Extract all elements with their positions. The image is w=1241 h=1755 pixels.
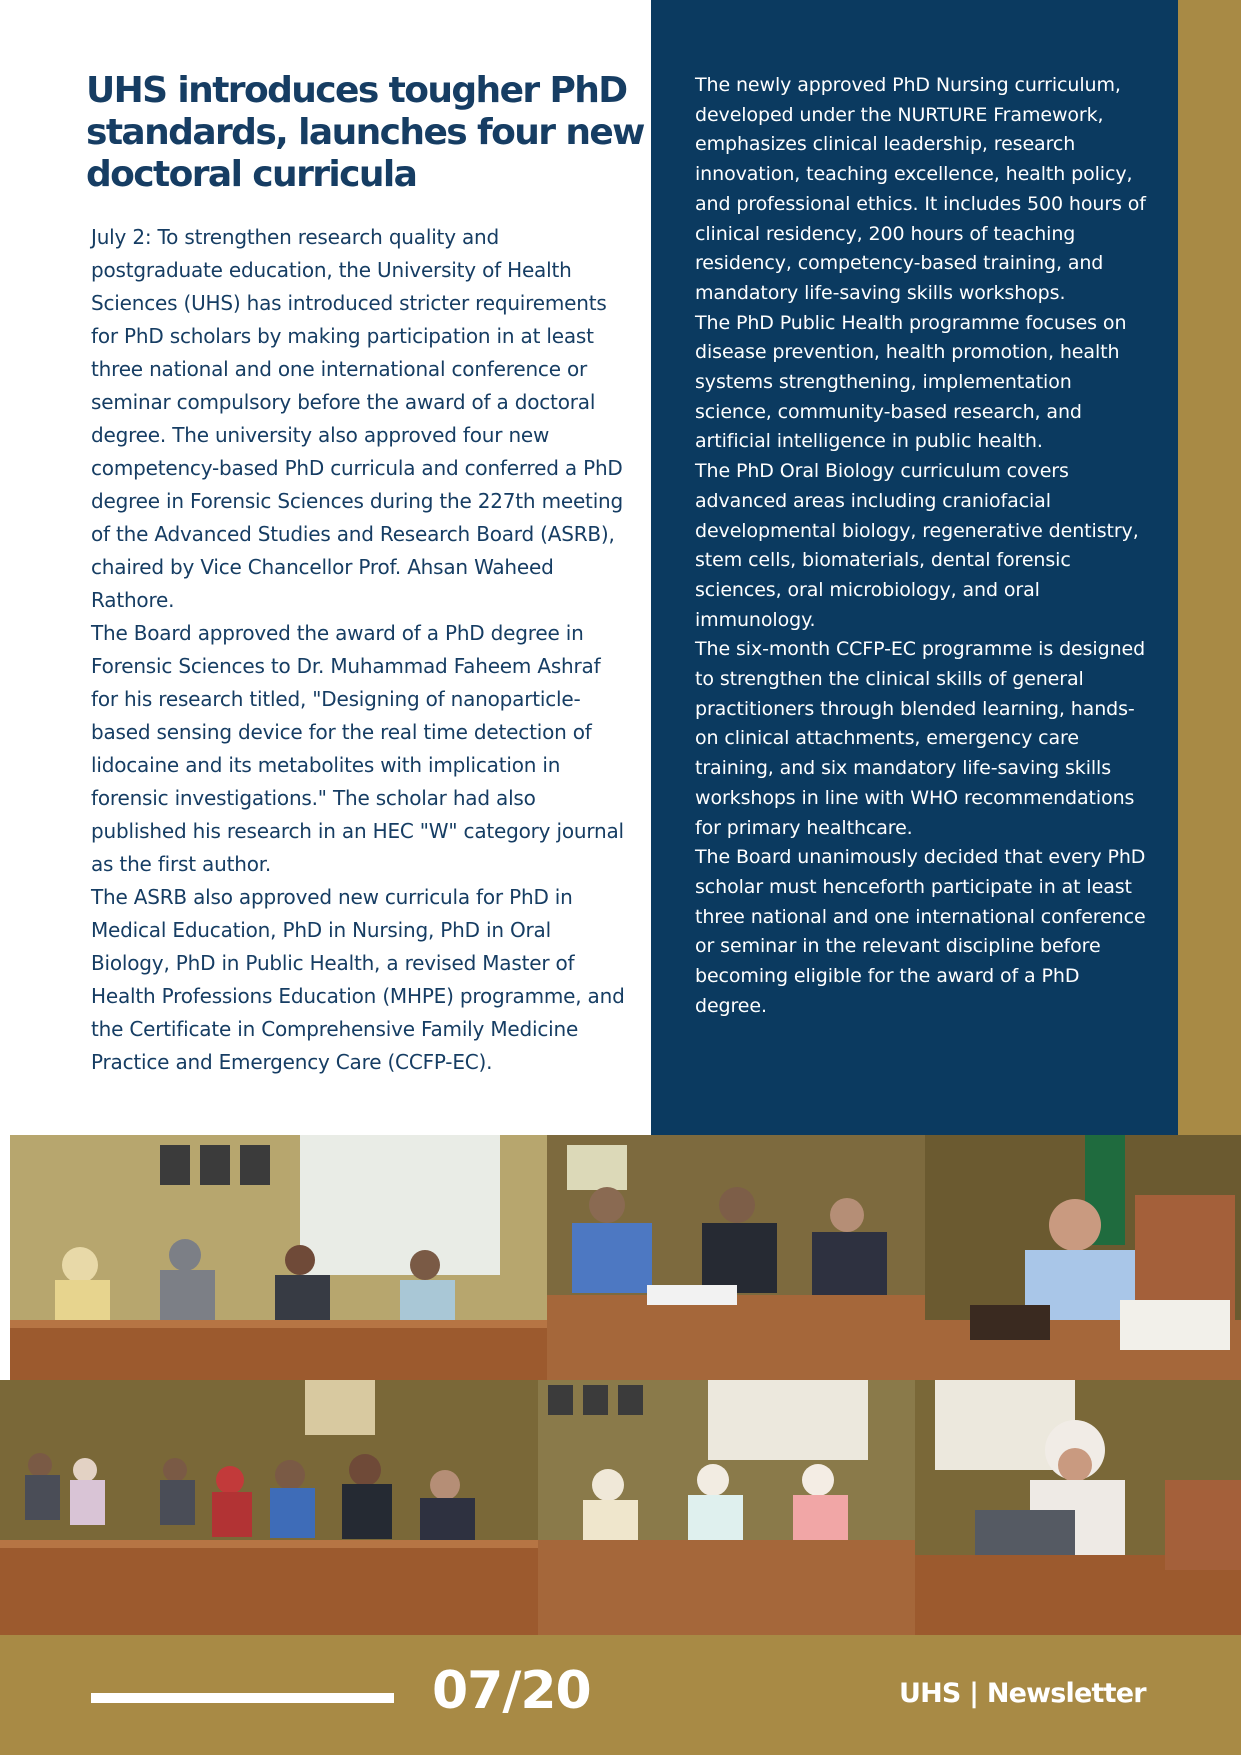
- paragraph-public-health: The PhD Public Health programme focuses on disease prevention, health promotion, health systems strengthening, implementation science, community-based research, and artificial intelligence in public health.: [695, 311, 1127, 453]
- meeting-photo-5: [538, 1380, 915, 1635]
- paragraph-oral-biology: The PhD Oral Biology curriculum covers advanced areas including craniofacial developmental biology, regenerative dentistry, stem cells, biomaterials, dental forensic sciences, oral microbiology, and oral immunology.: [695, 460, 1139, 631]
- page-footer: [0, 1635, 1241, 1755]
- footer-rule: [91, 1693, 394, 1703]
- article-headline: UHS introduces tougher PhD standards, launches four new doctoral curricula: [86, 70, 644, 195]
- meeting-photo-1: [10, 1135, 547, 1380]
- meeting-photo-6: [915, 1380, 1241, 1635]
- left-column-text: [91, 221, 631, 1079]
- paragraph-conference-requirement: The Board unanimously decided that every PhD scholar must henceforth participate in at least three national and one international conference or seminar in the relevant discipline before becoming eligible for the award of a PhD degree.: [695, 846, 1146, 1017]
- paragraph-intro: July 2: To strengthen research quality and postgraduate education, the University of Health Sciences (UHS) has introduced stricter requirements for PhD scholars by making participation in at least three national and one international conference or seminar compulsory before the award of a doctoral degree. The university also approved four new competency-based PhD curricula and conferred a PhD degree in Forensic Sciences during the 227th meeting of the Advanced Studies and Research Board (ASRB), chaired by Vice Chancellor Prof. Ahsan Waheed Rathore.: [91, 225, 624, 612]
- paragraph-new-curricula: The ASRB also approved new curricula for PhD in Medical Education, PhD in Nursing, PhD in Oral Biology, PhD in Public Health, a revised Master of Health Professions Education (MHPE) programme, and the Certificate in Comprehensive Family Medicine Practice and Emergency Care (CCFP-EC).: [91, 885, 625, 1074]
- meeting-photo-4: [0, 1380, 538, 1635]
- meeting-photo-2: [547, 1135, 925, 1380]
- right-column-text: [695, 71, 1150, 1022]
- paragraph-ccfp-ec: The six-month CCFP-EC programme is designed to strengthen the clinical skills of general practitioners through blended learning, hands-on clinical attachments, emergency care training, and six mandatory life-saving skills workshops in line with WHO recommendations for primary healthcare.: [695, 638, 1146, 839]
- newsletter-brand: UHS | Newsletter: [899, 1678, 1146, 1709]
- page-number: 07/20: [432, 1661, 591, 1721]
- gold-edge-strip: [1178, 0, 1241, 1135]
- paragraph-phd-award: The Board approved the award of a PhD degree in Forensic Sciences to Dr. Muhammad Faheem Ashraf for his research titled, "Designing of nanoparticle-based sensing device for the real time detection of lidocaine and its metabolites with implication in forensic investigations." The scholar had also published his research in an HEC "W" category journal as the first author.: [91, 621, 624, 876]
- paragraph-nursing: The newly approved PhD Nursing curriculum, developed under the NURTURE Framework, emphasizes clinical leadership, research innovation, teaching excellence, health policy, and professional ethics. It includes 500 hours of clinical residency, 200 hours of teaching residency, competency-based training, and mandatory life-saving skills workshops.: [695, 74, 1146, 304]
- meeting-photo-3: [925, 1135, 1241, 1380]
